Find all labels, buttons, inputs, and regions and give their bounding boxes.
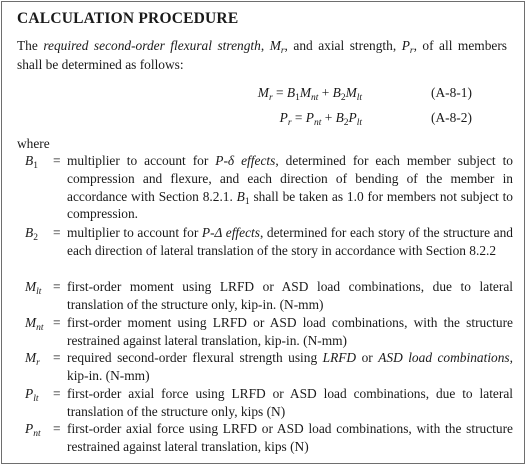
equation-a-8-2 <box>0 110 520 130</box>
definition-symbol: $M_{nt}$ <box>25 315 44 333</box>
section-heading: CALCULATION PROCEDURE <box>17 10 239 27</box>
equation-expression: $M_r = B_1M_{nt} + B_2M_{lt}$ <box>257 85 362 103</box>
definition-text: required second-order flexural strength using LRFD or ASD load combinations, kip-in. (N-mm) <box>67 350 513 383</box>
where-label: where <box>17 136 50 151</box>
intro-paragraph: The required second-order flexural strength, $M_r$, and axial strength, $P_r$, of all members shall be determined as follows: <box>17 38 508 72</box>
definition-text: first-order moment using LRFD or ASD load combinations, due to lateral translation of the structure only, kip-in. (N-mm) <box>67 279 513 312</box>
definition-text: multiplier to account for P-Δ effects, determined for each story of the structure and each direction of lateral translation of the story in accordance with Section 8.2.2 <box>67 225 513 258</box>
definition-symbol: $B_2$ <box>25 225 38 243</box>
definition-text: first-order moment using LRFD or ASD load combinations, with the structure restrained against lateral translation, kip-in. (N-mm) <box>67 315 513 348</box>
definition-symbol: $P_{nt}$ <box>25 421 41 439</box>
equation-number: (A-8-1) <box>431 85 472 100</box>
equation-expression: $P_r = P_{nt} + B_2P_{lt}$ <box>279 110 362 128</box>
definition-symbol: $B_1$ <box>25 153 38 171</box>
definition-text: first-order axial force using LRFD or ASD load combinations, due to lateral translation of the structure only, kips (N) <box>67 386 513 419</box>
definition-symbol: $M_r$ <box>25 350 40 368</box>
definition-text: multiplier to account for P-δ effects, determined for each member subject to compression and flexure, and each direction of bending of the member in accordance with Section 8.2.1. $B_1$ shall be taken as 1.0 for members not subject to compression. <box>67 153 513 222</box>
equation-a-8-1 <box>0 85 520 105</box>
equation-number: (A-8-2) <box>431 110 472 125</box>
definition-symbol: $P_{lt}$ <box>25 386 39 404</box>
definition-symbol: $M_{lt}$ <box>25 279 42 297</box>
definition-text: first-order axial force using LRFD or ASD load combinations, with the structure restrained against lateral translation, kips (N) <box>67 421 513 454</box>
